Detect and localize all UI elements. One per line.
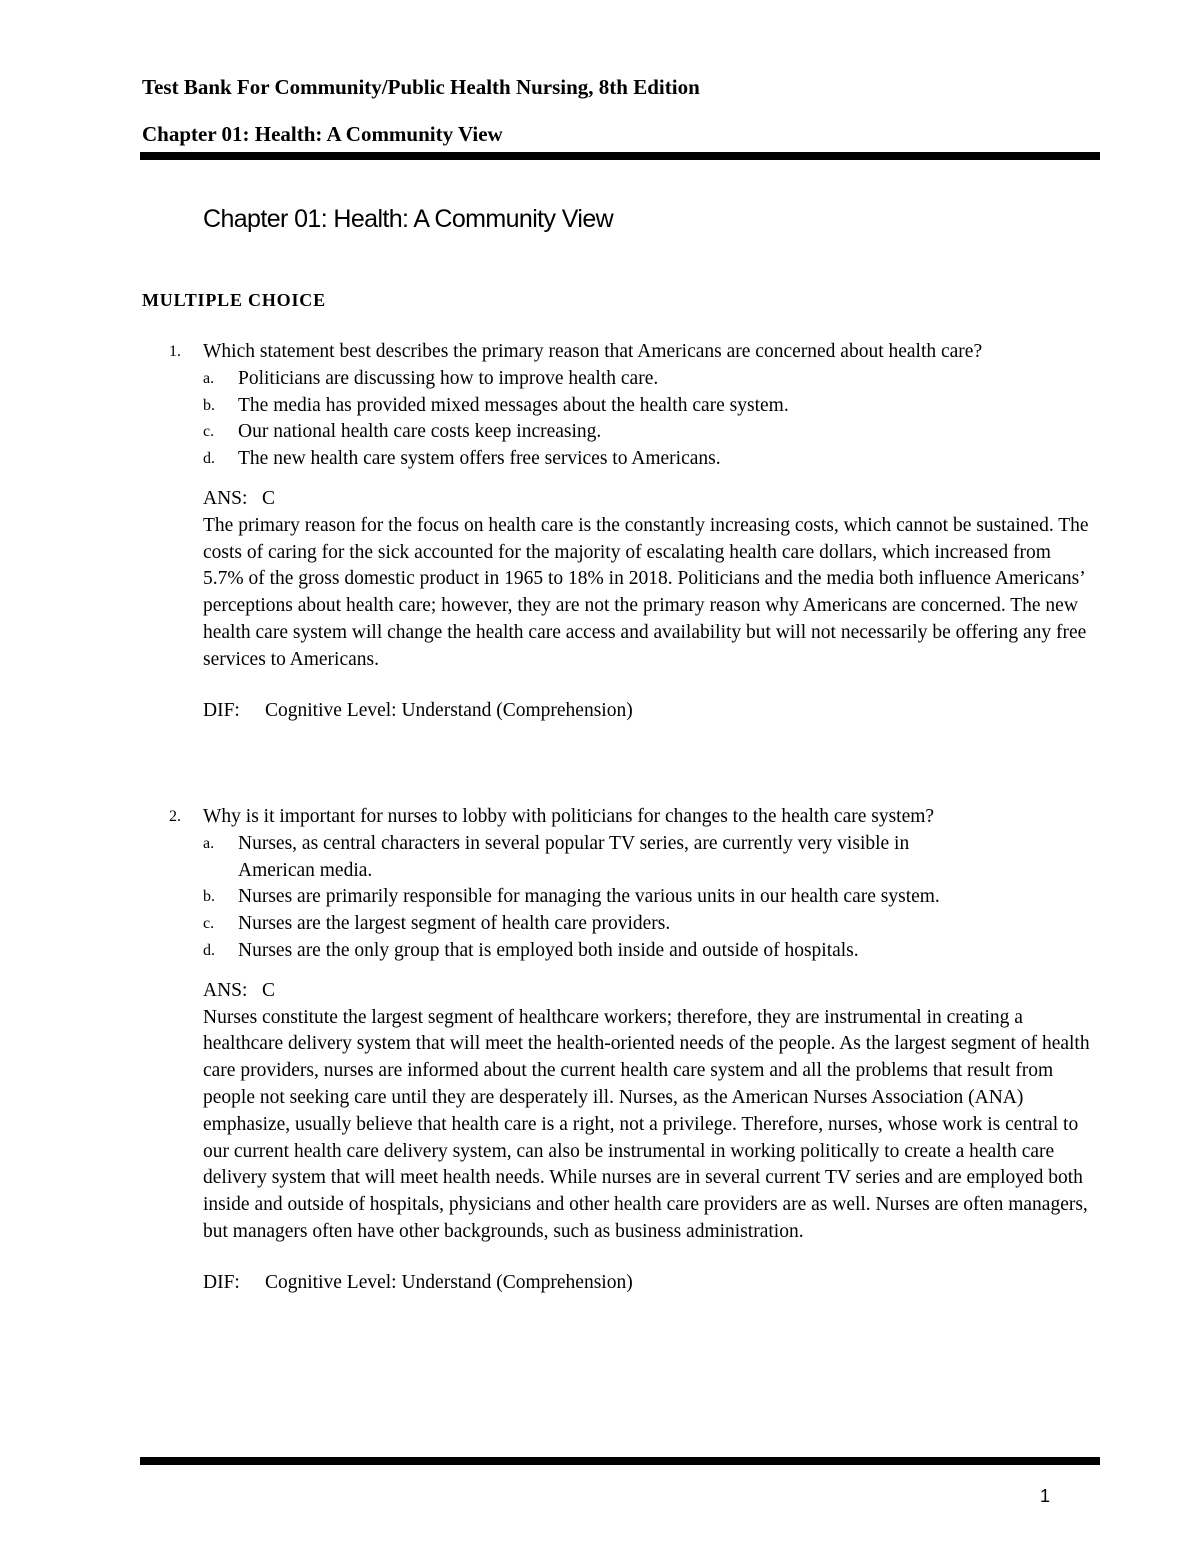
difficulty [160, 1270, 1100, 1297]
option-b [160, 393, 1088, 420]
option-text: Nurses, as central characters in several popular TV series, are currently very visible in American media. [238, 832, 910, 881]
question-1 [160, 339, 1100, 724]
question-stem [160, 339, 1100, 366]
option-letter: c. [203, 915, 215, 933]
option-text: The media has provided mixed messages about the health care system. [238, 394, 789, 416]
option-b [160, 884, 1018, 911]
question-2 [160, 804, 1100, 1297]
option-c [160, 419, 1088, 446]
difficulty [160, 698, 1100, 725]
header-rule [140, 152, 1100, 160]
header-title: Test Bank For Community/Public Health Nursing, 8th Edition [142, 75, 700, 99]
option-letter: b. [203, 888, 215, 906]
option-text: Nurses are the only group that is employed both inside and outside of hospitals. [238, 939, 859, 961]
difficulty-value: Cognitive Level: Understand (Comprehension) [265, 1271, 633, 1293]
option-letter: a. [203, 369, 215, 387]
question-text: Why is it important for nurses to lobby with politicians for changes to the health care system? [203, 806, 935, 827]
option-letter: d. [203, 941, 215, 959]
question-text: Which statement best describes the primary reason that Americans are concerned about health care? [203, 341, 983, 362]
option-d [160, 446, 1088, 473]
option-c [160, 911, 1088, 938]
answer-key: ANS: C [203, 487, 276, 509]
option-letter: c. [203, 423, 215, 441]
question-number: 2. [169, 808, 181, 825]
footer-rule [140, 1457, 1100, 1465]
difficulty-label: DIF: [203, 699, 240, 721]
option-text: Nurses are primarily responsible for managing the various units in our health care system. [238, 886, 940, 908]
rationale: Nurses constitute the largest segment of healthcare workers; therefore, they are instrumental in creating a healthcare delivery system that will meet the health-oriented needs of the people. As the largest segment of health care providers, nurses are informed about the current health care system and all the problems that result from people not seeking care until they are desperately ill. Nurses, as the American Nurses Association (ANA) emphasize, usually believe that health care is a right, not a privilege. Therefore, nurses, whose work is central to our current health care delivery system, can also be instrumental in working politically to create a health care delivery system that will meet health needs. While nurses are in several current TV series and are employed both inside and outside of hospitals, physicians and other health care providers are as well. Nurses are often managers, but managers often have other backgrounds, such as business administration. [203, 1006, 1090, 1242]
chapter-title: Chapter 01: Health: A Community View [203, 205, 614, 233]
option-d [160, 938, 1088, 965]
option-a [160, 831, 958, 885]
option-text: Our national health care costs keep increasing. [238, 421, 602, 443]
header-chapter: Chapter 01: Health: A Community View [142, 122, 503, 146]
page-number: 1 [1040, 1486, 1051, 1506]
section-heading: MULTIPLE CHOICE [142, 290, 326, 310]
difficulty-value: Cognitive Level: Understand (Comprehension) [265, 699, 633, 721]
rationale: The primary reason for the focus on health care is the constantly increasing costs, which cannot be sustained. The costs of caring for the sick accounted for the majority of escalating health care dollars, which increased from 5.7% of the gross domestic product in 1965 to 18% in 2018. Politicians and the media both influence Americans’ perceptions about health care; however, they are not the primary reason why Americans are concerned. The new health care system will change the health care access and availability but will not necessarily be offering any free services to Americans. [203, 514, 1089, 670]
question-number: 1. [169, 343, 181, 360]
answer-key: ANS: C [203, 979, 276, 1001]
option-text: The new health care system offers free services to Americans. [238, 448, 721, 470]
question-stem [160, 804, 1100, 831]
option-letter: b. [203, 396, 215, 414]
option-text: Politicians are discussing how to improve health care. [238, 367, 659, 389]
option-a [160, 366, 1088, 393]
option-text: Nurses are the largest segment of health care providers. [238, 913, 671, 935]
option-letter: d. [203, 450, 215, 468]
option-letter: a. [203, 834, 215, 852]
difficulty-label: DIF: [203, 1271, 240, 1293]
